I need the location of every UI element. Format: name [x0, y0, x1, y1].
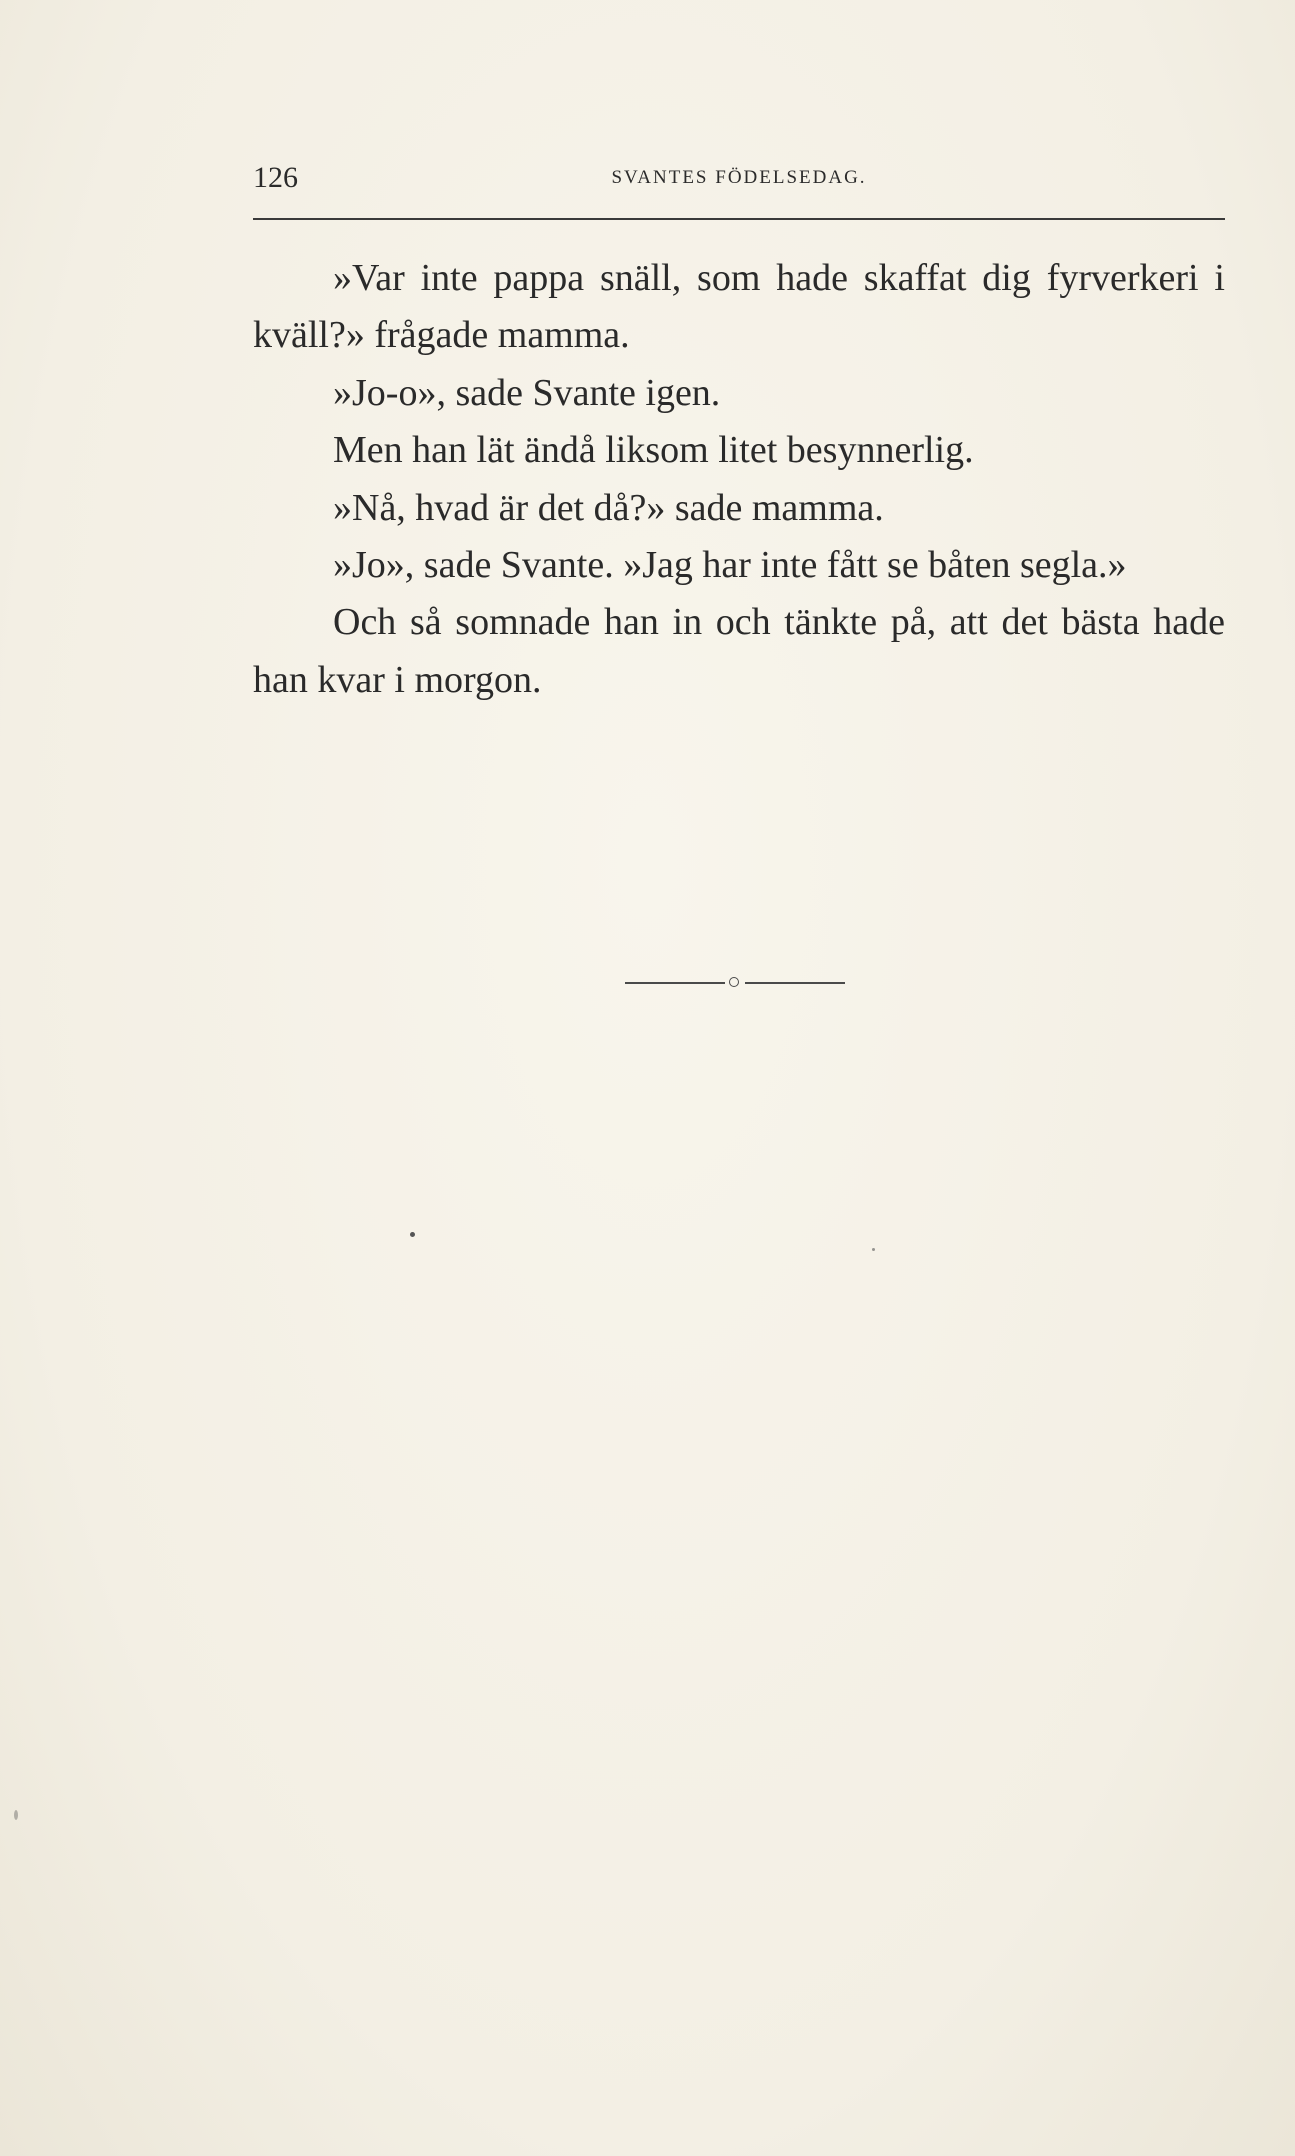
paper-speck — [872, 1248, 875, 1251]
ornament-line-left — [625, 982, 725, 984]
page-number: 126 — [253, 161, 298, 194]
ornament-circle-icon — [729, 977, 739, 987]
paragraph: »Jo-o», sade Svante igen. — [333, 371, 721, 414]
ornament-line-right — [745, 982, 845, 984]
running-title: SVANTES FÖDELSEDAG. — [611, 167, 867, 188]
paragraph: »Jo», sade Svante. »Jag har inte fått se båten segla.» — [333, 544, 1127, 587]
body-text — [253, 250, 1225, 709]
paper-speck — [14, 1810, 18, 1820]
paragraph: Och så somnade han in och tänkte på, att det bästa hade han kvar i morgon. — [253, 601, 1225, 701]
paragraph: »Var inte pappa snäll, som hade skaffat dig fyrverkeri i kväll?» frågade mamma. — [253, 257, 1225, 357]
paragraph: Men han lät ändå liksom litet besynnerlig. — [333, 429, 974, 472]
paragraph: »Nå, hvad är det då?» sade mamma. — [333, 486, 884, 529]
paper-speck — [410, 1232, 415, 1237]
page-header — [253, 160, 1225, 204]
header-rule — [253, 218, 1225, 220]
end-ornament — [625, 975, 845, 991]
